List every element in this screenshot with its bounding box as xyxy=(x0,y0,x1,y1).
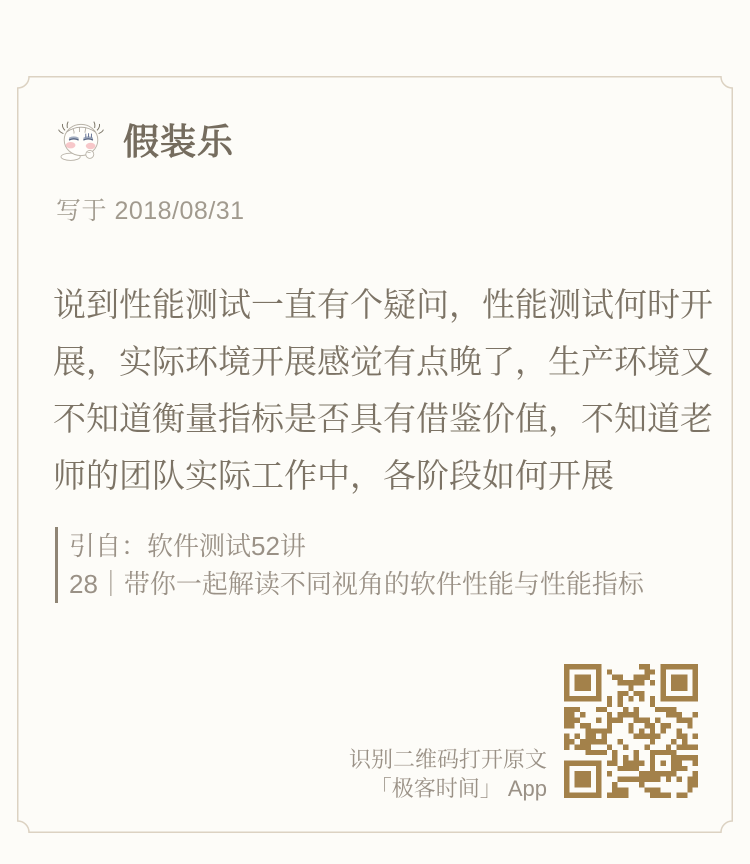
footer-hint xyxy=(349,745,547,803)
author-header xyxy=(57,114,234,165)
comment-line: 展，实际环境开展感觉有点晚了，生产环境又 xyxy=(53,343,713,380)
written-date: 写于 2018/08/31 xyxy=(56,197,245,225)
comment-line: 不知道衡量指标是否具有借鉴价值，不知道老 xyxy=(53,400,713,437)
quote-block xyxy=(55,527,644,603)
avatar xyxy=(57,116,105,164)
comment-text xyxy=(53,276,721,504)
app-name-text: 「极客时间」 App xyxy=(369,776,547,801)
scan-hint-text: 识别二维码打开原文 xyxy=(348,747,547,772)
quote-chapter-title: 28｜带你一起解读不同视角的软件性能与性能指标 xyxy=(69,569,644,599)
comment-line: 师的团队实际工作中，各阶段如何开展 xyxy=(53,457,614,494)
qr-code xyxy=(564,664,698,798)
author-name: 假装乐 xyxy=(123,121,235,162)
quote-source: 引自：软件测试52讲 xyxy=(69,531,306,561)
comment-line: 说到性能测试一直有个疑问，性能测试何时开 xyxy=(53,286,713,323)
